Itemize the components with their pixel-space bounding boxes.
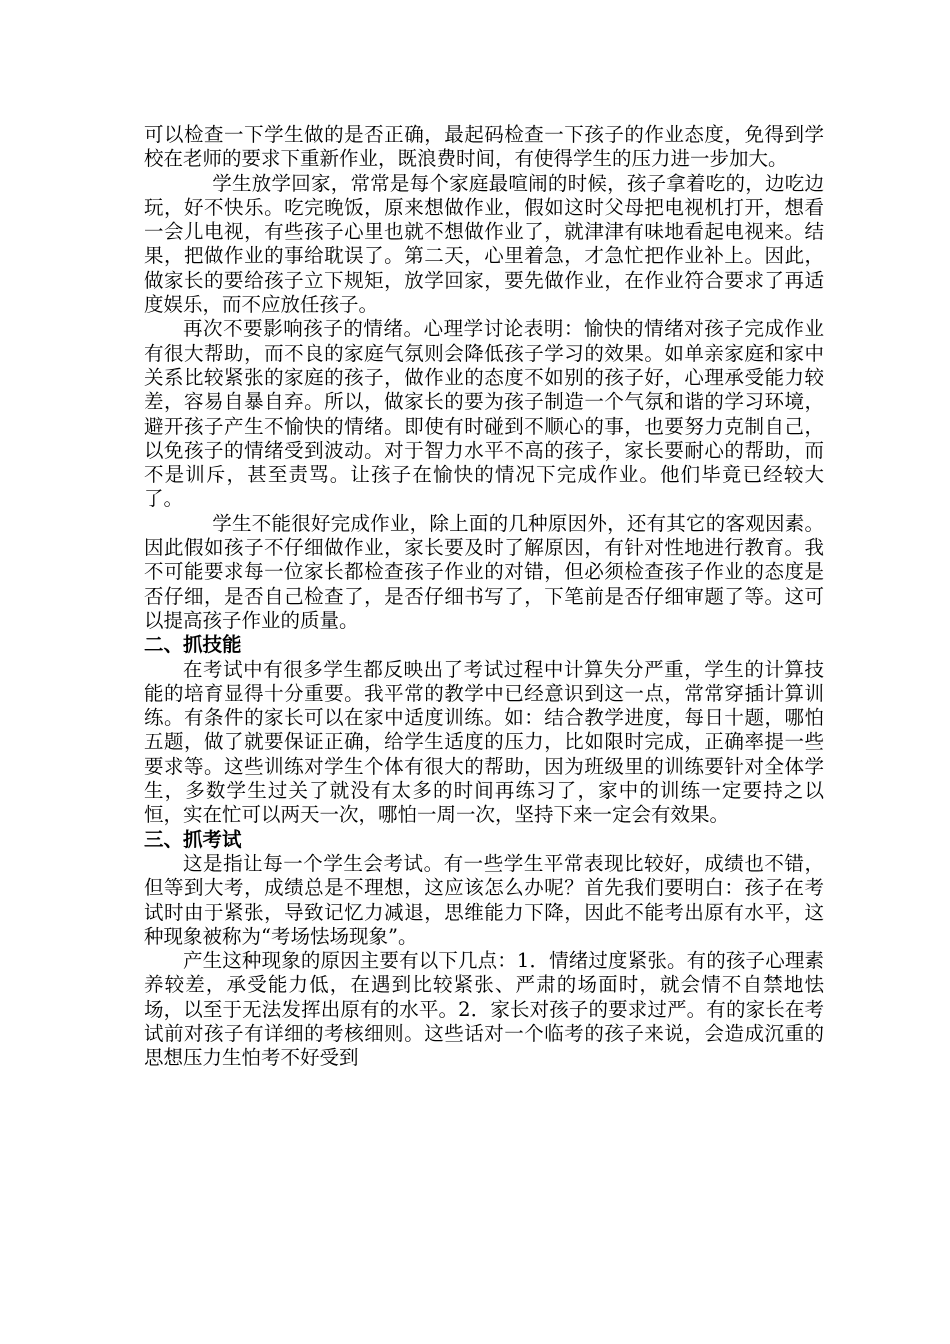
section-heading-skills: 二、抓技能 xyxy=(144,633,242,657)
paragraph-other-factors: 学生不能很好完成作业，除上面的几种原因外，还有其它的客观因素。因此假如孩子不仔细做作业，家长要及时了解原因，有针对性地进行教育。我不可能要求每一位家长都检查孩子作业的对错，但必须检查孩子作业的态度是否仔细，是否自己检查了，是否仔细书写了，下笔前是否仔细审题了等。这可以提高孩子作业的质量。 xyxy=(144,511,824,632)
paragraph-calculation-skills: 在考试中有很多学生都反映出了考试过程中计算失分严重，学生的计算技能的培育显得十分重要。我平常的教学中已经意识到这一点，常常穿插计算训练。有条件的家长可以在家中适度训练。如：结合教学进度，每日十题，哪怕五题，做了就要保证正确，给学生适度的压力，比如限时完成，正确率提一些要求等。这些训练对学生个体有很大的帮助，因为班级里的训练要针对全体学生，多数学生过关了就没有太多的时间再练习了，家中的训练一定要持之以恒，实在忙可以两天一次，哪怕一周一次，坚持下来一定会有效果。 xyxy=(144,657,824,827)
paragraph-after-school: 学生放学回家，常常是每个家庭最喧闹的时候，孩子拿着吃的，边吃边玩，好不快乐。吃完晚饭，原来想做作业，假如这时父母把电视机打开，想看一会儿电视，有些孩子心里也就不想做作业了，就津津有味地看起电视来。结果，把做作业的事给耽误了。第二天，心里着急，才急忙把作业补上。因此，做家长的要给孩子立下规矩，放学回家，要先做作业，在作业符合要求了再适度娱乐，而不应放任孩子。 xyxy=(144,171,824,317)
paragraph-homework-check: 可以检查一下学生做的是否正确，最起码检查一下孩子的作业态度，免得到学校在老师的要求下重新作业，既浪费时间，有使得学生的压力进一步加大。 xyxy=(144,123,824,171)
paragraph-exam-anxiety: 这是指让每一个学生会考试。有一些学生平常表现比较好，成绩也不错，但等到大考，成绩总是不理想，这应该怎么办呢？首先我们要明白：孩子在考试时由于紧张，导致记忆力减退，思维能力下降，因此不能考出原有水平，这种现象被称为“考场怯场现象”。 xyxy=(144,851,824,948)
paragraph-emotions: 再次不要影响孩子的情绪。心理学讨论表明：愉快的情绪对孩子完成作业有很大帮助，而不良的家庭气氛则会降低孩子学习的效果。如单亲家庭和家中关系比较紧张的家庭的孩子，做作业的态度不如别的孩子好，心理承受能力较差，容易自暴自弃。所以，做家长的要为孩子制造一个气氛和谐的学习环境，避开孩子产生不愉快的情绪。即使有时碰到不顺心的事，也要努力克制自己，以免孩子的情绪受到波动。对于智力水平不高的孩子，家长要耐心的帮助，而不是训斥，甚至责骂。让孩子在愉快的情况下完成作业。他们毕竟已经较大了。 xyxy=(144,317,824,511)
paragraph-anxiety-causes: 产生这种现象的原因主要有以下几点：1．情绪过度紧张。有的孩子心理素养较差，承受能力低，在遇到比较紧张、严肃的场面时，就会情不自禁地怯场，以至于无法发挥出原有的水平。2．家长对孩子的要求过严。有的家长在考试前对孩子有详细的考核细则。这些话对一个临考的孩子来说，会造成沉重的思想压力生怕考不好受到 xyxy=(144,949,824,1070)
section-heading-exams: 三、抓考试 xyxy=(144,827,242,851)
document-page xyxy=(144,123,824,1071)
